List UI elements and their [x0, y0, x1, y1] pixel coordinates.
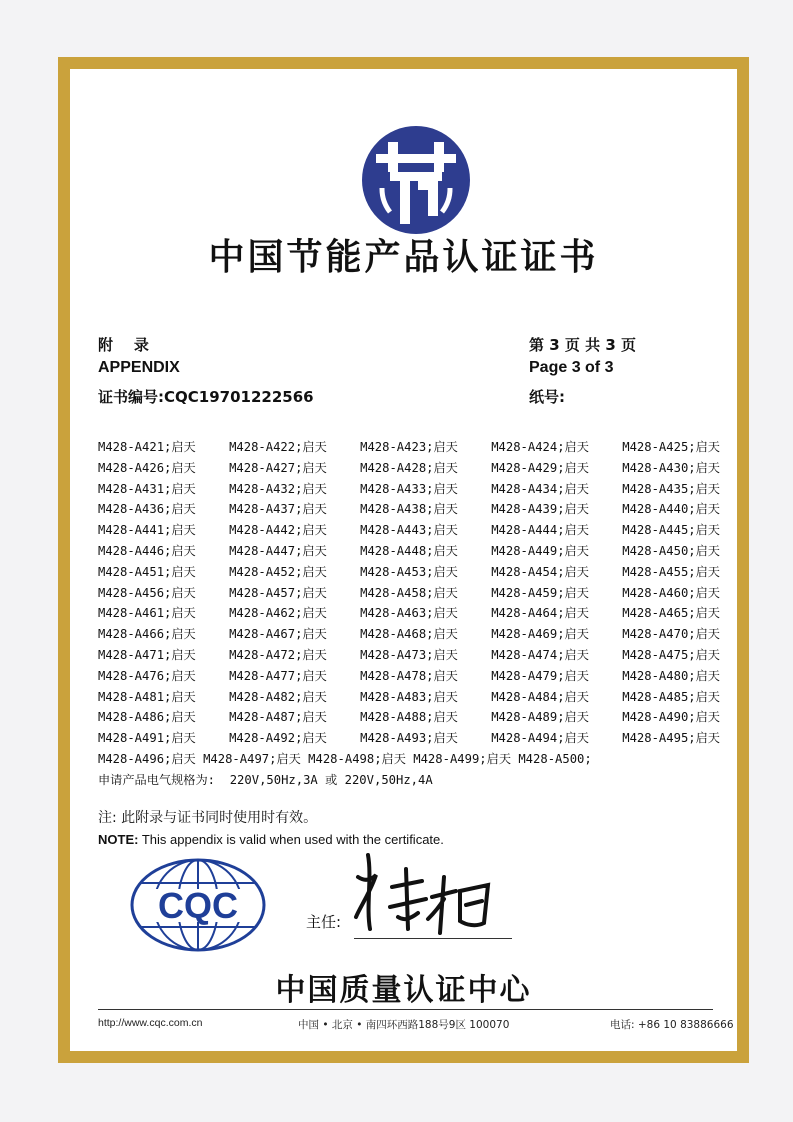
model-row: M428-A461;启天 M428-A462;启天 M428-A463;启天 M428-A464;启天 M428-A465;启天	[98, 606, 720, 621]
appendix-label-en: APPENDIX	[98, 359, 180, 376]
model-row: M428-A491;启天 M428-A492;启天 M428-A493;启天 M428-A494;启天 M428-A495;启天	[98, 731, 720, 746]
footer-url[interactable]: http://www.cqc.com.cn	[98, 1017, 203, 1029]
electrical-spec-label: 申请产品电气规格为:	[98, 772, 216, 787]
footer-address: 中国 • 北京 • 南四环西路188号9区 100070	[298, 1019, 510, 1031]
footer-phone: 电话: +86 10 83886666	[610, 1019, 734, 1031]
cqc-logo-icon	[130, 857, 266, 953]
director-signature-icon	[348, 847, 508, 939]
model-row: M428-A421;启天 M428-A422;启天 M428-A423;启天 M428-A424;启天 M428-A425;启天	[98, 440, 720, 454]
cqc-logo-text: CQC	[158, 885, 238, 926]
electrical-spec-value: 220V,50Hz,3A 或 220V,50Hz,4A	[229, 772, 433, 787]
model-row: M428-A441;启天 M428-A442;启天 M428-A443;启天 M428-A444;启天 M428-A445;启天	[98, 523, 720, 538]
model-row: M428-A446;启天 M428-A447;启天 M428-A448;启天 M428-A449;启天 M428-A450;启天	[98, 543, 720, 558]
model-row: M428-A451;启天 M428-A452;启天 M428-A453;启天 M428-A454;启天 M428-A455;启天	[98, 564, 720, 579]
model-row: M428-A466;启天 M428-A467;启天 M428-A468;启天 M428-A469;启天 M428-A470;启天	[98, 627, 720, 642]
cert-number-label: 证书编号:	[98, 388, 164, 406]
cert-number-row	[98, 386, 314, 407]
certificate-page	[70, 69, 737, 1051]
signature-line	[354, 938, 512, 939]
model-row: M428-A456;启天 M428-A457;启天 M428-A458;启天 M428-A459;启天 M428-A460;启天	[98, 585, 720, 600]
paper-number-label: 纸号:	[529, 388, 565, 406]
energy-saving-logo-icon	[360, 124, 472, 236]
model-list	[98, 437, 720, 791]
note-en	[98, 832, 444, 847]
note-en-text: This appendix is valid when used with the certificate.	[138, 832, 444, 847]
page-number-en: Page 3 of 3	[529, 359, 614, 376]
model-row: M428-A486;启天 M428-A487;启天 M428-A488;启天 M428-A489;启天 M428-A490;启天	[98, 710, 720, 725]
appendix-label-cn: 附 录	[98, 336, 149, 354]
note-en-label: NOTE:	[98, 832, 139, 847]
model-row: M428-A481;启天 M428-A482;启天 M428-A483;启天 M428-A484;启天 M428-A485;启天	[98, 689, 720, 704]
cert-number-value: CQC19701222566	[164, 388, 314, 406]
model-row: M428-A426;启天 M428-A427;启天 M428-A428;启天 M428-A429;启天 M428-A430;启天	[98, 460, 720, 475]
note-cn: 注: 此附录与证书同时使用时有效。	[98, 810, 318, 826]
model-row: M428-A436;启天 M428-A437;启天 M428-A438;启天 M428-A439;启天 M428-A440;启天	[98, 502, 720, 517]
model-row: M428-A431;启天 M428-A432;启天 M428-A433;启天 M428-A434;启天 M428-A435;启天	[98, 481, 720, 496]
certificate-border	[58, 57, 749, 1063]
model-row: M428-A471;启天 M428-A472;启天 M428-A473;启天 M428-A474;启天 M428-A475;启天	[98, 647, 720, 662]
page-number-cn: 第 3 页 共 3 页	[529, 336, 636, 354]
footer-divider	[98, 1009, 713, 1010]
certificate-title: 中国节能产品认证证书	[208, 237, 599, 278]
director-label: 主任:	[306, 913, 342, 931]
electrical-spec	[98, 770, 720, 791]
issuer-name: 中国质量认证中心	[275, 973, 532, 1008]
model-row: M428-A476;启天 M428-A477;启天 M428-A478;启天 M428-A479;启天 M428-A480;启天	[98, 668, 720, 683]
model-row-last: M428-A496;启天 M428-A497;启天 M428-A498;启天 M428-A499;启天 M428-A500;	[98, 751, 592, 766]
